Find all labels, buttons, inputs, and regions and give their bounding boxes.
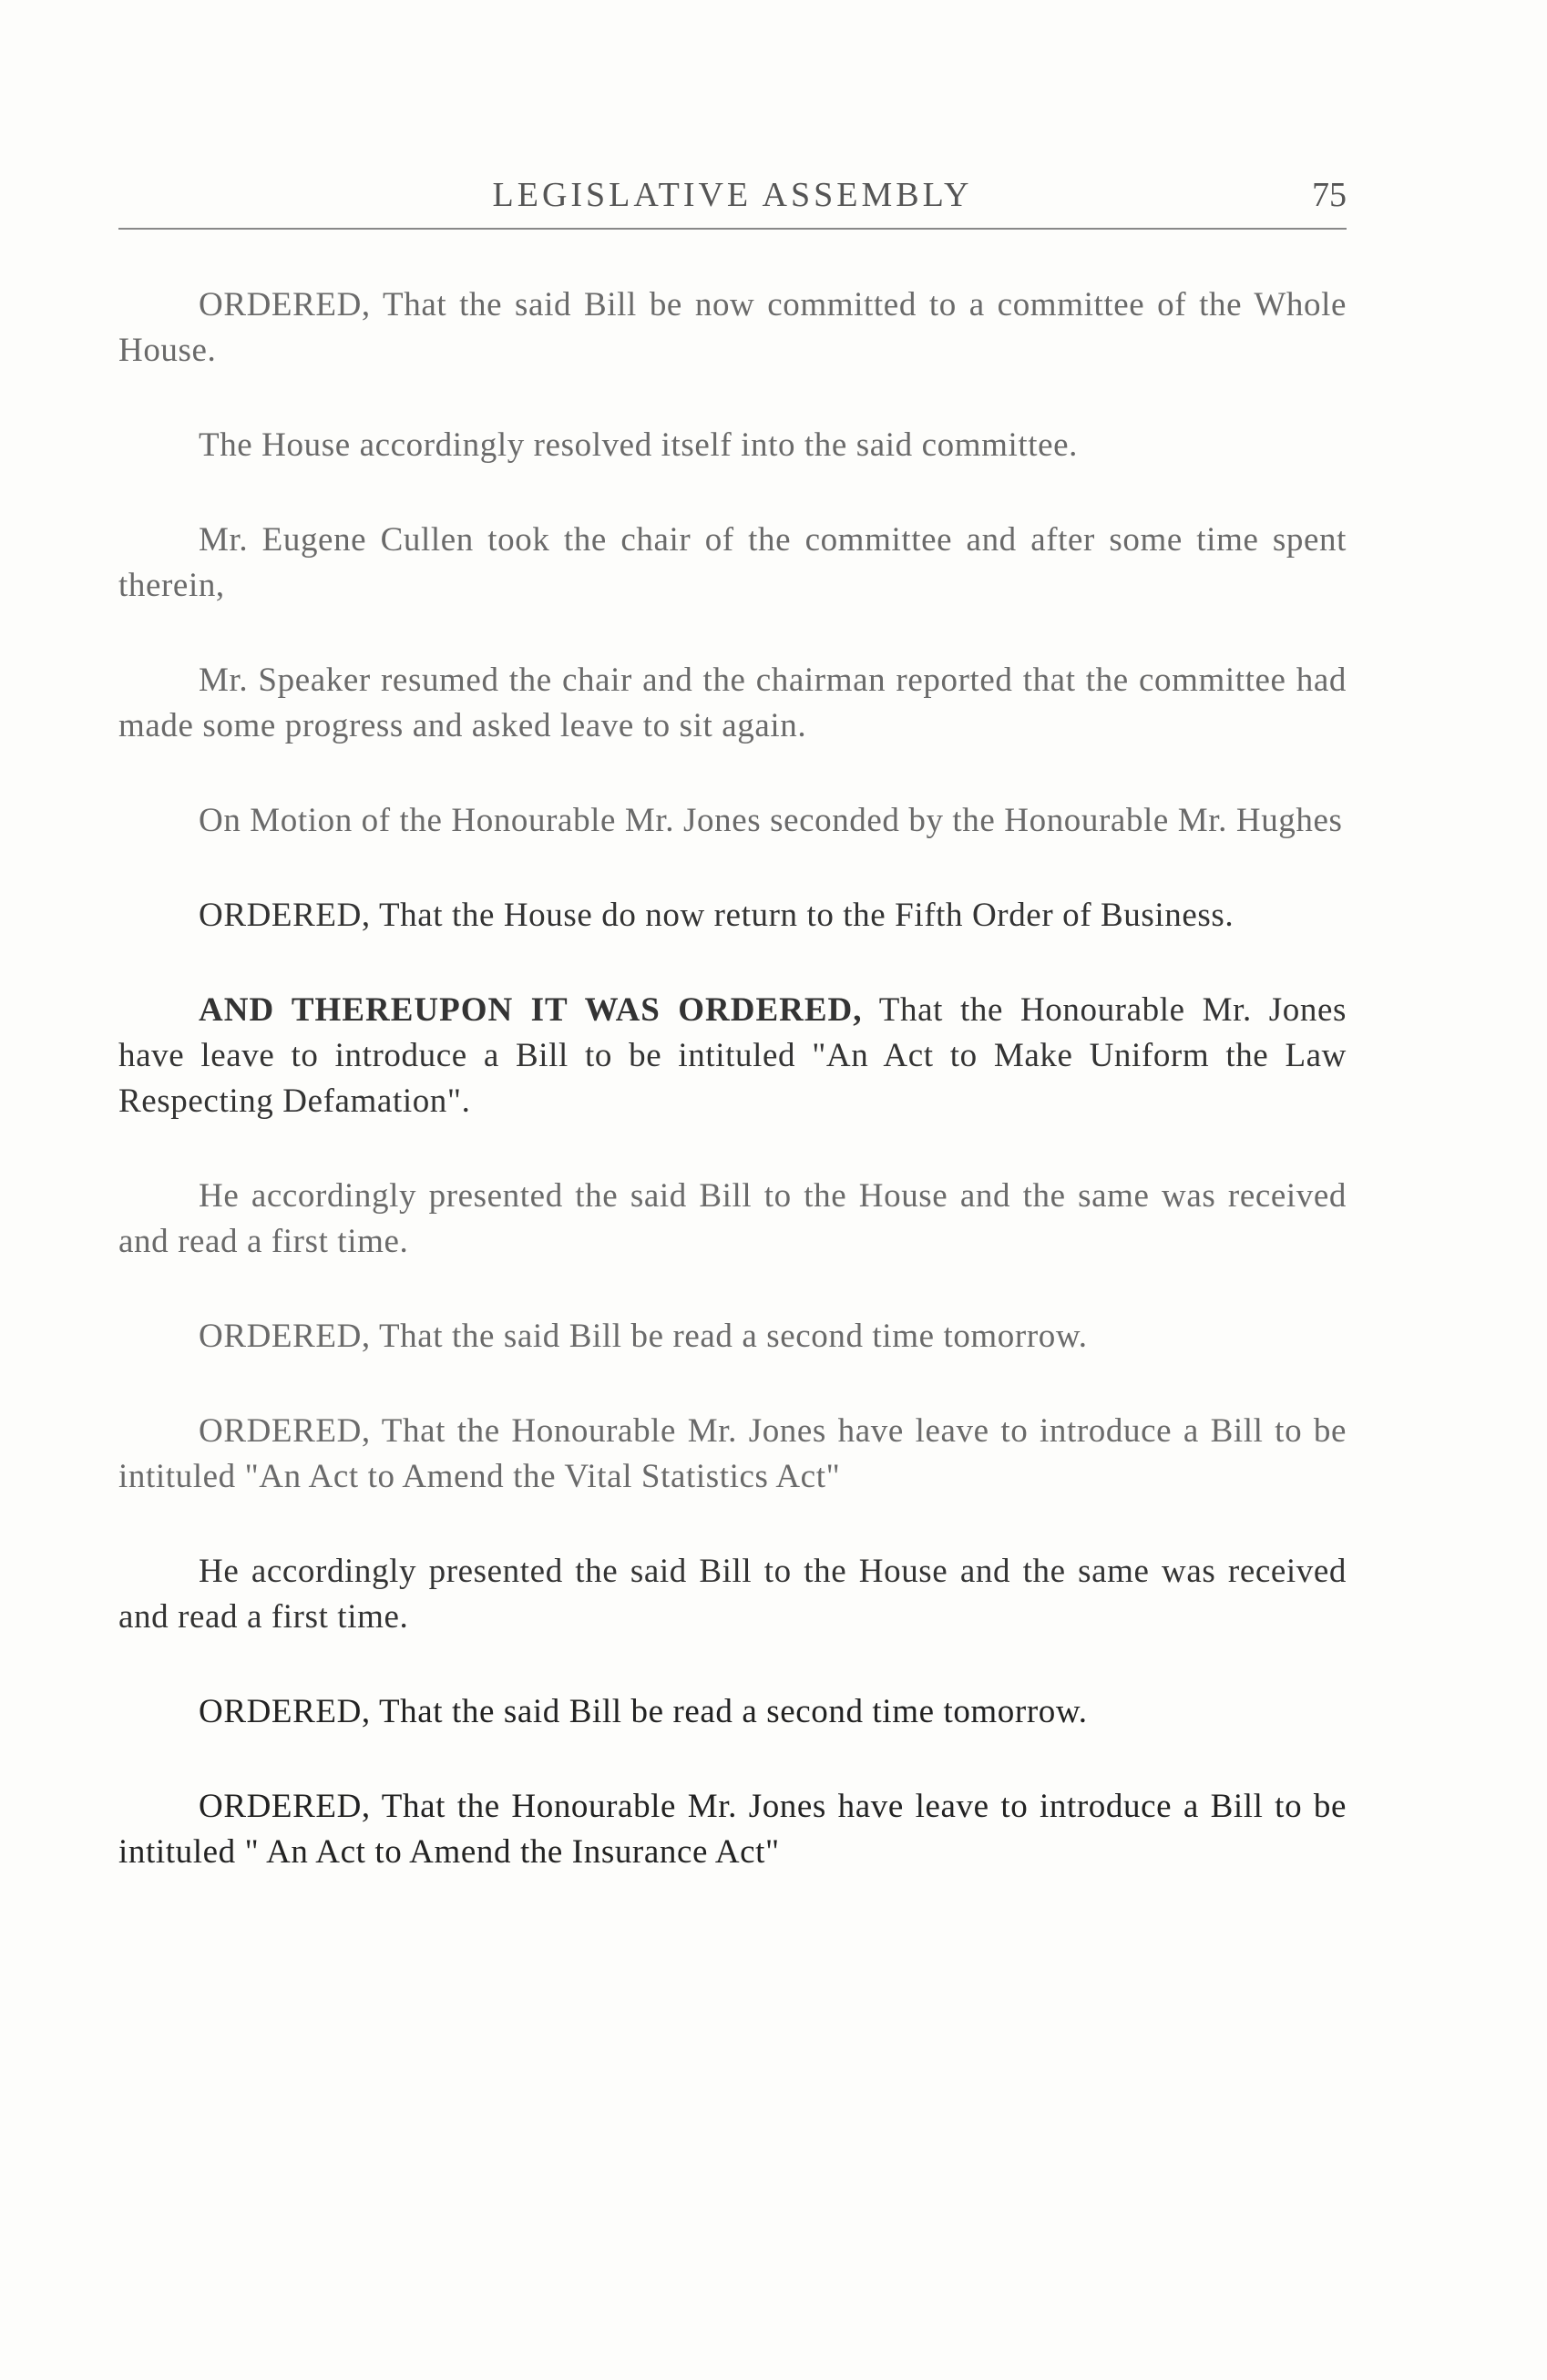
- paragraph: On Motion of the Honourable Mr. Jones seconded by the Honourable Mr. Hughes: [199, 802, 1343, 839]
- running-header: [118, 175, 1347, 230]
- paragraph: ORDERED, That the said Bill be now committed to a committee of the Whole House.: [118, 286, 1347, 369]
- paragraph: The House accordingly resolved itself into the said committee.: [199, 426, 1079, 464]
- paragraph: ORDERED, That the Honourable Mr. Jones have leave to introduce a Bill to be intituled "An Act to Amend the Vital Statistics Act": [118, 1412, 1347, 1495]
- paragraph: ORDERED, That the said Bill be read a second time tomorrow.: [199, 1318, 1088, 1355]
- paragraph-lead: AND THEREUPON IT WAS ORDERED,: [199, 991, 863, 1029]
- header-rule: [118, 228, 1347, 230]
- paragraph: He accordingly presented the said Bill to the House and the same was received and read a first time.: [118, 1553, 1347, 1636]
- paragraph: ORDERED, That the House do now return to the Fifth Order of Business.: [199, 897, 1235, 934]
- paragraph: Mr. Speaker resumed the chair and the chairman reported that the committee had made some progress and asked leave to sit again.: [118, 662, 1347, 744]
- paragraph: ORDERED, That the said Bill be read a second time tomorrow.: [199, 1693, 1088, 1730]
- paragraph: [118, 988, 1347, 1124]
- paragraph: Mr. Eugene Cullen took the chair of the committee and after some time spent therein,: [118, 521, 1347, 604]
- paragraph: He accordingly presented the said Bill to the House and the same was received and read a first time.: [118, 1177, 1347, 1260]
- body-text: [118, 282, 1347, 1924]
- paragraph-rest: That the Honourable Mr. Jones have leave to introduce a Bill to be intituled "An Act to Make Uniform the Law Respecting Defamation".: [118, 991, 1347, 1120]
- running-title: LEGISLATIVE ASSEMBLY: [492, 176, 973, 214]
- paragraph: ORDERED, That the Honourable Mr. Jones have leave to introduce a Bill to be intituled " An Act to Amend the Insurance Act": [118, 1788, 1347, 1871]
- page-number: 75: [1312, 176, 1347, 214]
